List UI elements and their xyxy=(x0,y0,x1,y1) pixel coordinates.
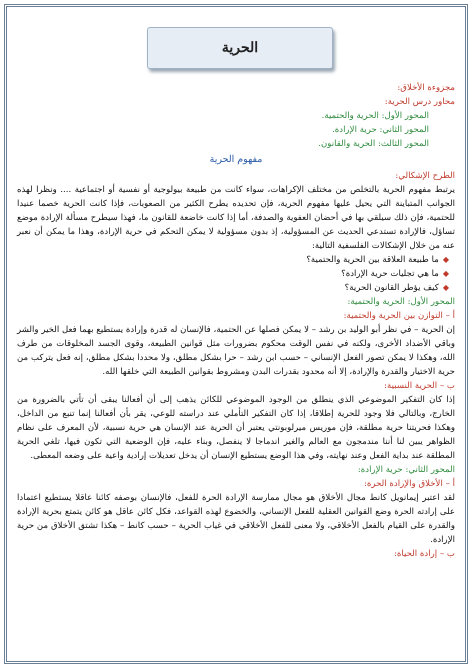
question-text: ما طبيعة العلاقة بين الحرية والحتمية؟ xyxy=(306,255,439,265)
axis-item-3: المحور الثالث: الحرية والقانون. xyxy=(318,139,429,149)
axis1-paragraph-a: إن الحرية – في نظر أبو الوليد بن رشد – لا يمكن فصلها عن الحتمية، فالإنسان له قدرة وإرادة يستطيع بهما فعل الخير والشر وباقي الأضداد الأخرى، ولكنه في نفس الوقت محكوم بضرورات مثل قوانين الطبيعة، وقوى الجسد المخلوقات من طرف الله، وهكذا لا يمكن تصور الفعل الإنساني – حسب ابن رشد – حرا بشكل مطلق، ولا محددا بشكل مطلق، إنه فعل يتركب من حرية الاختيار والقدرة والإرادة، إلا أنه محدود بقدرات البدن ومشروط بقوانين الطبيعة التي خلقها الله. xyxy=(17,325,455,377)
question-item-3 xyxy=(17,281,455,295)
pin-icon: ◆ xyxy=(442,255,449,264)
problem-paragraph: يرتبط مفهوم الحرية بالتخلص من مختلف الإكراهات، سواء كانت من طبيعة بيولوجية أو نفسية أو اجتماعية .... ونظرا لهذه الجوانب المتباينة التي يحيل عليها مفهوم الحرية، فإن تحديده يطرح الكثير من الصعوبات، فإذا كانت الحرية خصما عنيدا للحتمية، فإن ذلك سيلقي بها في أحضان العفوية والصدفة، أما إذا كانت خاضعة للقانون ما، فهذا سيطرح مسألة الإرادة موضع تساؤل، فالإرادة تستدعي الحديث عن المسؤولية، إذ بدون مسؤولية لا يمكن التحكم في حرية الإرادة، وهذا ما يمكن أن نعبر عنه من خلال الإشكالات الفلسفية التالية: xyxy=(17,185,455,251)
question-item-1 xyxy=(17,253,455,267)
concept-heading: مفهوم الحرية xyxy=(209,154,263,165)
document-page xyxy=(4,4,468,664)
page-title: الحرية xyxy=(147,27,333,69)
problem-heading: الطرح الإشكالي: xyxy=(395,171,455,181)
document-body xyxy=(17,81,455,561)
section-label: مجزوءة الأخلاق: xyxy=(397,83,455,93)
question-text: ما هي تجليات حرية الإرادة؟ xyxy=(341,269,439,279)
axis1-subheading-a: أ – التوازن بين الحرية والحتمية: xyxy=(343,311,455,321)
axis-item-1: المحور الأول: الحرية والحتمية. xyxy=(321,111,429,121)
axis2-paragraph-a: لقد اعتبر إيمانويل كانط مجال الأخلاق هو مجال ممارسة الإرادة الحرة للفعل، فالإنسان بوصفه كائنا عاقلا يستطيع اعتمادا على إرادته الحرة وضع القوانين العقلية للفعل الإنساني، والخضوع لهذه القواعد، فكل كائن عاقل هو كائن يتمتع بحرية الإرادة والقدرة على القيام بالفعل الأخلاقي، ولا معنى للفعل الأخلاقي في غياب الحرية – حسب كانط – هكذا تشتق الأخلاق من حرية الإرادة. xyxy=(17,493,455,545)
axis1-heading: المحور الأول: الحرية والحتمية: xyxy=(347,297,455,307)
axis1-paragraph-b: إذا كان التفكير الموضوعي الذي ينطلق من الوجود الموضوعي للكائن يذهب إلى أن أفعالنا يبقى أن تأتي بالضرورة من الخارج، وبالتالي فلا وجود للحرية إطلاقا، إذا كان التفكير التأملي عند دراسته للوعي، يقر بأن أفعالنا إنما تنبع من الداخل، وهكذا فحريتنا حرية مطلقة، فإن موريس ميرلوبونتي يعتبر أن الحرية عند الإنسان هي حرية نسبية، لأن المعرف على نظام الظواهر يبين لنا أننا مندمجون مع العالم والغير اندماجا لا ينفصل، وبناء عليه، فإن الوضعية التي تكون فيها، تلغي الحرية المطلقة عند بداية الفعل وعند نهايته، وفي هذا الوضع يستطيع الإنسان أن يدخل تعديلات إرادية واعية على وضعه المعطى. xyxy=(17,395,455,461)
axis1-subheading-b: ب – الحرية النسبية: xyxy=(384,381,455,391)
axis2-heading: المحور الثاني: حرية الإرادة: xyxy=(357,465,455,475)
question-item-2 xyxy=(17,267,455,281)
axis2-subheading-b: ب – إرادة الحياة: xyxy=(394,549,455,559)
pin-icon: ◆ xyxy=(442,283,449,292)
pin-icon: ◆ xyxy=(442,269,449,278)
axis-item-2: المحور الثاني: حرية الإرادة. xyxy=(332,125,429,135)
question-text: كيف يؤطر القانون الحرية؟ xyxy=(344,283,439,293)
axes-heading: محاور درس الحرية: xyxy=(384,97,455,107)
axis2-subheading-a: أ – الأخلاق والإرادة الحرة: xyxy=(363,479,455,489)
